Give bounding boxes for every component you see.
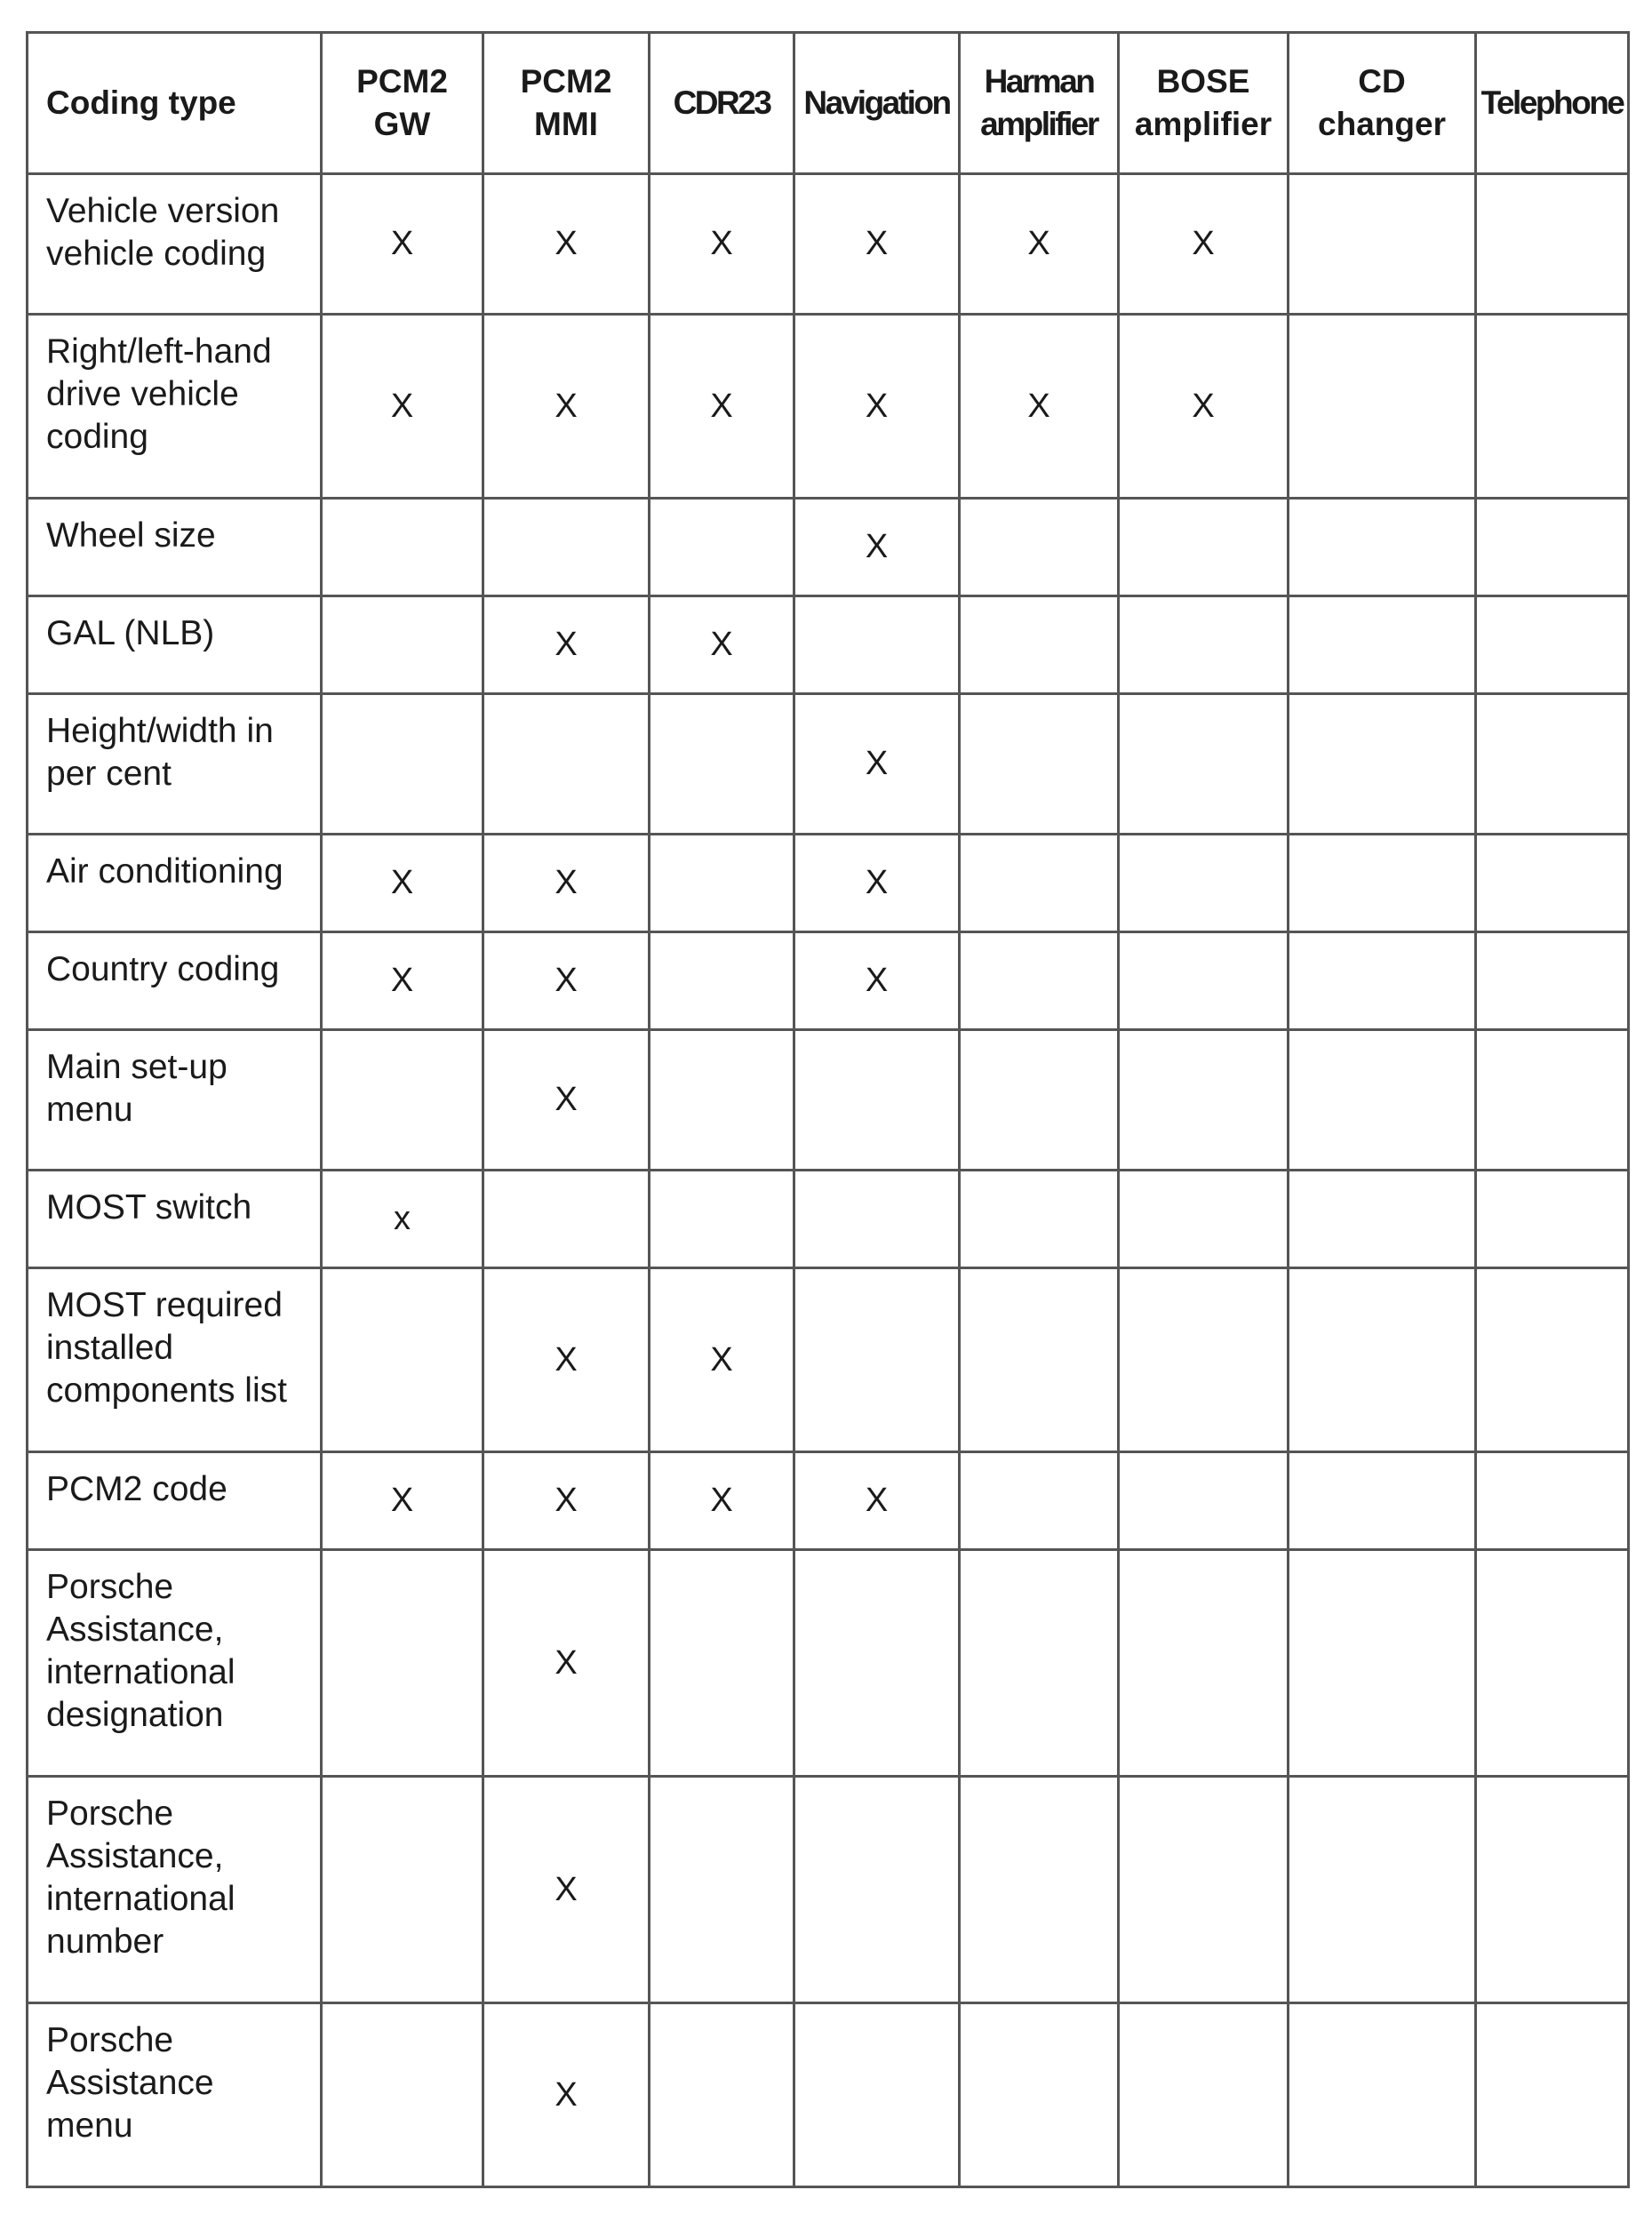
cell-navigation (794, 1777, 960, 2003)
coding-type-cell: Porsche Assistance menu (28, 2003, 322, 2187)
cell-harman-amplifier (960, 1171, 1119, 1268)
cell-telephone (1476, 1777, 1629, 2003)
cell-pcm2-mmi: X (483, 835, 650, 932)
cell-navigation: X (794, 174, 960, 315)
coding-type-cell: MOST required installed components list (28, 1268, 322, 1452)
cell-pcm2-mmi: X (483, 1777, 650, 2003)
cell-bose-amplifier (1119, 1171, 1289, 1268)
header-telephone: Telephone (1476, 33, 1629, 174)
cell-cdr23 (650, 1030, 794, 1171)
cell-telephone (1476, 315, 1629, 499)
cell-cd-changer (1289, 694, 1476, 835)
cell-cd-changer (1289, 1777, 1476, 2003)
cell-bose-amplifier (1119, 835, 1289, 932)
cell-navigation (794, 1550, 960, 1777)
cell-harman-amplifier (960, 932, 1119, 1030)
table-row (28, 499, 1629, 596)
table-row (28, 1030, 1629, 1171)
cell-pcm2-gw: x (322, 1171, 483, 1268)
cell-harman-amplifier (960, 2003, 1119, 2187)
cell-cdr23 (650, 1777, 794, 2003)
cell-pcm2-mmi: X (483, 596, 650, 694)
cell-bose-amplifier (1119, 932, 1289, 1030)
cell-cd-changer (1289, 1550, 1476, 1777)
cell-harman-amplifier: X (960, 174, 1119, 315)
cell-harman-amplifier (960, 1268, 1119, 1452)
cell-navigation (794, 1171, 960, 1268)
coding-type-cell: Right/left-hand drive vehicle coding (28, 315, 322, 499)
cell-pcm2-gw: X (322, 835, 483, 932)
cell-cd-changer (1289, 1030, 1476, 1171)
header-pcm2-mmi: PCM2 MMI (483, 33, 650, 174)
cell-pcm2-mmi (483, 499, 650, 596)
cell-telephone (1476, 932, 1629, 1030)
cell-telephone (1476, 1171, 1629, 1268)
cell-navigation: X (794, 499, 960, 596)
cell-cdr23 (650, 835, 794, 932)
cell-pcm2-mmi: X (483, 1550, 650, 1777)
cell-cd-changer (1289, 1268, 1476, 1452)
cell-harman-amplifier (960, 1030, 1119, 1171)
header-navigation: Navigation (794, 33, 960, 174)
cell-cdr23 (650, 2003, 794, 2187)
cell-navigation: X (794, 932, 960, 1030)
cell-bose-amplifier: X (1119, 315, 1289, 499)
cell-harman-amplifier (960, 1452, 1119, 1550)
header-cdr23: CDR23 (650, 33, 794, 174)
table-body (28, 174, 1629, 2187)
coding-type-cell: Vehicle version vehicle coding (28, 174, 322, 315)
cell-bose-amplifier (1119, 596, 1289, 694)
cell-telephone (1476, 1550, 1629, 1777)
header-row (28, 33, 1629, 174)
cell-harman-amplifier (960, 499, 1119, 596)
cell-pcm2-mmi: X (483, 315, 650, 499)
cell-cdr23: X (650, 174, 794, 315)
cell-cd-changer (1289, 2003, 1476, 2187)
table-row (28, 1452, 1629, 1550)
cell-pcm2-gw (322, 1030, 483, 1171)
cell-pcm2-mmi: X (483, 1452, 650, 1550)
header-coding-type: Coding type (28, 33, 322, 174)
cell-cdr23: X (650, 315, 794, 499)
cell-telephone (1476, 499, 1629, 596)
cell-bose-amplifier (1119, 1030, 1289, 1171)
table-row (28, 2003, 1629, 2187)
cell-telephone (1476, 694, 1629, 835)
cell-pcm2-gw (322, 1268, 483, 1452)
cell-pcm2-mmi (483, 1171, 650, 1268)
cell-navigation (794, 596, 960, 694)
cell-cd-changer (1289, 1171, 1476, 1268)
cell-pcm2-gw (322, 2003, 483, 2187)
header-harman-amplifier: Harman amplifier (960, 33, 1119, 174)
cell-telephone (1476, 2003, 1629, 2187)
table-row (28, 596, 1629, 694)
cell-pcm2-gw: X (322, 315, 483, 499)
table-row (28, 835, 1629, 932)
cell-bose-amplifier (1119, 499, 1289, 596)
cell-cd-changer (1289, 835, 1476, 932)
cell-pcm2-gw (322, 1777, 483, 2003)
cell-pcm2-gw (322, 499, 483, 596)
cell-pcm2-mmi: X (483, 1268, 650, 1452)
cell-pcm2-mmi: X (483, 1030, 650, 1171)
coding-type-cell: Porsche Assistance, international designation (28, 1550, 322, 1777)
header-pcm2-gw: PCM2 GW (322, 33, 483, 174)
cell-cd-changer (1289, 1452, 1476, 1550)
coding-type-cell: Porsche Assistance, international number (28, 1777, 322, 2003)
coding-type-cell: GAL (NLB) (28, 596, 322, 694)
cell-harman-amplifier (960, 1550, 1119, 1777)
table-row (28, 1268, 1629, 1452)
cell-cdr23 (650, 694, 794, 835)
coding-type-cell: Wheel size (28, 499, 322, 596)
cell-navigation: X (794, 1452, 960, 1550)
cell-navigation (794, 1030, 960, 1171)
table-row (28, 932, 1629, 1030)
table-row (28, 1777, 1629, 2003)
cell-cdr23: X (650, 1268, 794, 1452)
cell-pcm2-mmi (483, 694, 650, 835)
coding-table (26, 31, 1630, 2188)
cell-telephone (1476, 174, 1629, 315)
cell-pcm2-mmi: X (483, 932, 650, 1030)
table-row (28, 1171, 1629, 1268)
coding-type-cell: Country coding (28, 932, 322, 1030)
cell-cdr23: X (650, 1452, 794, 1550)
cell-navigation: X (794, 694, 960, 835)
cell-pcm2-gw (322, 694, 483, 835)
cell-harman-amplifier (960, 1777, 1119, 2003)
table-row (28, 1550, 1629, 1777)
cell-cdr23 (650, 499, 794, 596)
cell-telephone (1476, 835, 1629, 932)
cell-pcm2-mmi: X (483, 174, 650, 315)
cell-harman-amplifier (960, 835, 1119, 932)
cell-cd-changer (1289, 499, 1476, 596)
header-cd-changer: CD changer (1289, 33, 1476, 174)
cell-bose-amplifier (1119, 1268, 1289, 1452)
cell-harman-amplifier: X (960, 315, 1119, 499)
table-row (28, 174, 1629, 315)
cell-pcm2-gw: X (322, 174, 483, 315)
cell-cdr23 (650, 1171, 794, 1268)
cell-cd-changer (1289, 315, 1476, 499)
table-row (28, 694, 1629, 835)
coding-type-cell: PCM2 code (28, 1452, 322, 1550)
header-bose-amplifier: BOSE amplifier (1119, 33, 1289, 174)
cell-bose-amplifier (1119, 1777, 1289, 2003)
cell-pcm2-gw: X (322, 932, 483, 1030)
cell-bose-amplifier (1119, 2003, 1289, 2187)
table-row (28, 315, 1629, 499)
cell-bose-amplifier (1119, 694, 1289, 835)
cell-telephone (1476, 1268, 1629, 1452)
cell-cd-changer (1289, 174, 1476, 315)
cell-pcm2-mmi: X (483, 2003, 650, 2187)
cell-pcm2-gw (322, 596, 483, 694)
cell-cdr23 (650, 1550, 794, 1777)
coding-type-cell: MOST switch (28, 1171, 322, 1268)
coding-type-cell: Main set-up menu (28, 1030, 322, 1171)
cell-navigation (794, 2003, 960, 2187)
cell-cd-changer (1289, 932, 1476, 1030)
cell-bose-amplifier (1119, 1550, 1289, 1777)
cell-navigation: X (794, 315, 960, 499)
cell-cdr23 (650, 932, 794, 1030)
cell-cd-changer (1289, 596, 1476, 694)
cell-telephone (1476, 1452, 1629, 1550)
cell-telephone (1476, 596, 1629, 694)
coding-type-cell: Air conditioning (28, 835, 322, 932)
cell-pcm2-gw (322, 1550, 483, 1777)
cell-cdr23: X (650, 596, 794, 694)
cell-navigation: X (794, 835, 960, 932)
cell-harman-amplifier (960, 694, 1119, 835)
cell-telephone (1476, 1030, 1629, 1171)
cell-navigation (794, 1268, 960, 1452)
cell-bose-amplifier: X (1119, 174, 1289, 315)
coding-type-cell: Height/width in per cent (28, 694, 322, 835)
cell-harman-amplifier (960, 596, 1119, 694)
cell-pcm2-gw: X (322, 1452, 483, 1550)
cell-bose-amplifier (1119, 1452, 1289, 1550)
